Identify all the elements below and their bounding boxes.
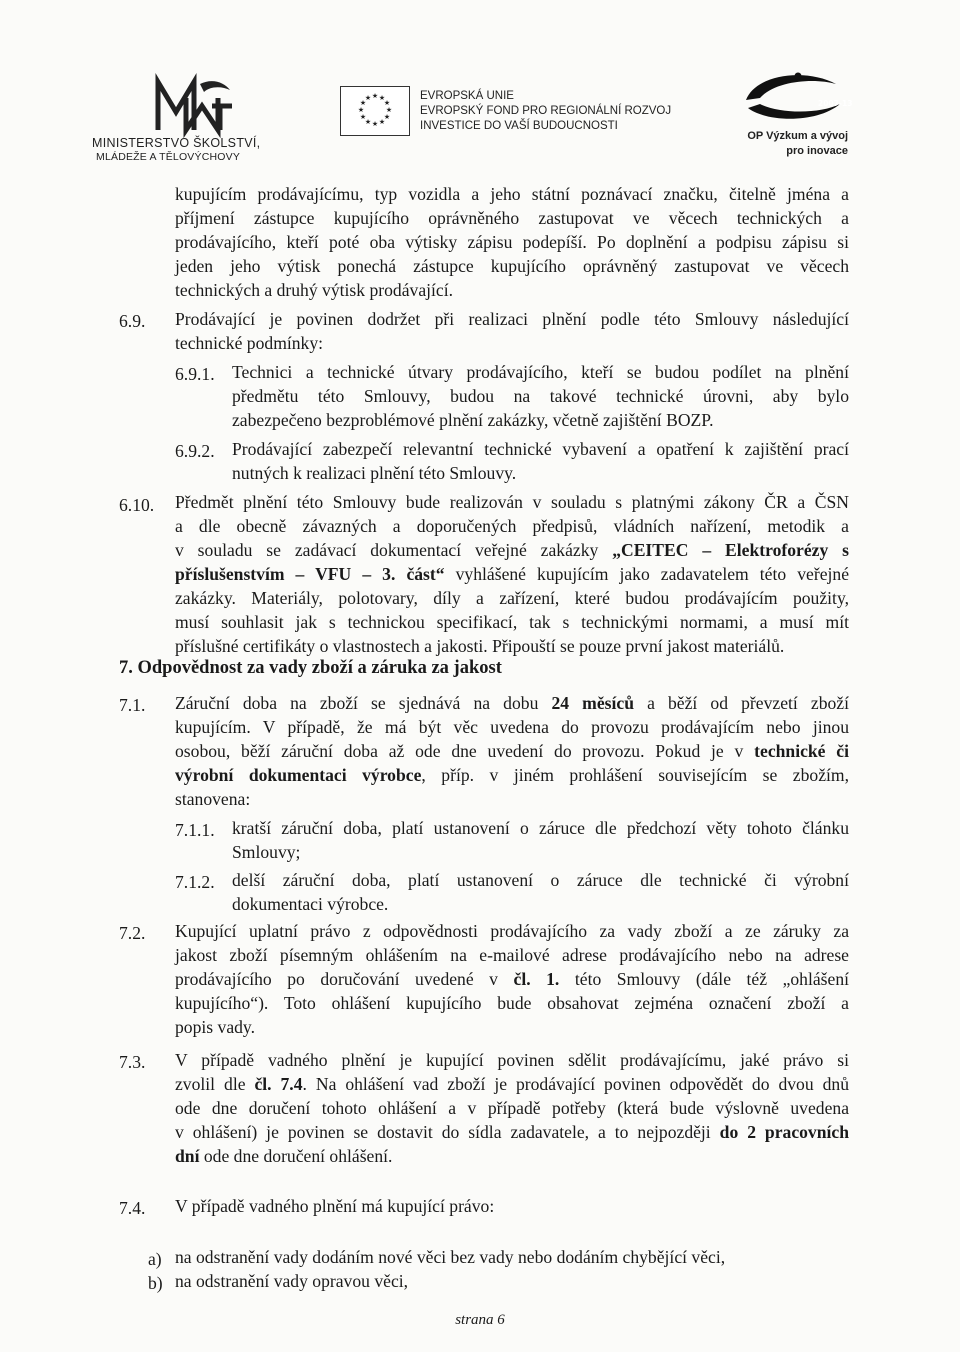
text-line xyxy=(175,740,849,762)
text-line: Kupující uplatní právo z odpovědnosti prodávajícího za vady zboží a ze záruky za xyxy=(175,921,849,941)
text-line: delší záruční doba, platí ustanovení o záruce dle technické či výrobní xyxy=(232,870,849,890)
op-badge-text: 2007-13 xyxy=(818,99,853,108)
clause-number: 7.1. xyxy=(119,695,146,715)
text-line: jakost zboží písemným ohlášením na e-mailové adrese prodávajícího nebo na adrese xyxy=(175,945,849,965)
clause-number: 7.4. xyxy=(119,1198,146,1218)
svg-text:★: ★ xyxy=(378,118,386,126)
clause-number: 6.10. xyxy=(119,495,155,515)
svg-text:★: ★ xyxy=(359,113,367,121)
text-line: dokumentaci výrobce. xyxy=(232,894,389,914)
text-line: příslušné certifikáty o vlastnostech a jakosti. Připouští se pouze první jakost materiálů. xyxy=(175,636,785,656)
text-span: v souladu se zadávací dokumentací veřejné zakázky xyxy=(175,540,613,560)
text-line xyxy=(175,764,849,786)
text-line xyxy=(175,1121,849,1143)
text-line: předmětu této Smlouvy, budou na takové technické úrovni, aby bylo xyxy=(232,386,849,406)
op-line1: OP Výzkum a vývoj xyxy=(747,130,848,142)
text-line: popis vady. xyxy=(175,1017,255,1037)
text-span-bold: „CEITEC – Elektroforézy s xyxy=(612,540,849,560)
svg-text:★: ★ xyxy=(378,94,386,102)
text-span-bold: příslušenstvím – VFU – 3. část“ xyxy=(175,564,445,584)
text-line: a dle obecně závazných a doporučených předpisů, vládních nařízení, metodik a xyxy=(175,516,849,536)
text-line xyxy=(175,563,849,585)
text-span-bold: do 2 pracovních xyxy=(719,1122,849,1142)
text-line: Technici a technické útvary prodávajícího, kteří se budou podílet na plnění xyxy=(232,362,849,382)
text-line: kupujícího“). Toto ohlášení kupujícího bude obsahovat zejména označení zboží a xyxy=(175,993,849,1013)
eu-line: INVESTICE DO VAŠÍ BUDOUCNOSTI xyxy=(420,120,618,132)
clause-number: 7.1.2. xyxy=(175,872,215,892)
svg-text:★: ★ xyxy=(357,106,365,114)
page-number: strana 6 xyxy=(455,1312,505,1328)
svg-text:★: ★ xyxy=(364,94,372,102)
text-line: na odstranění vady dodáním nové věci bez vady nebo dodáním chybějící věci, xyxy=(175,1247,726,1267)
text-line xyxy=(175,692,849,714)
text-line xyxy=(175,1073,849,1095)
text-line: nutných k realizaci plnění této Smlouvy. xyxy=(232,463,517,483)
msmt-name-line1: MINISTERSTVO ŠKOLSTVÍ, xyxy=(92,136,261,150)
text-line xyxy=(175,1145,392,1167)
svg-text:★: ★ xyxy=(371,92,379,100)
text-span: ode dne doručení ohlášení. xyxy=(199,1146,393,1166)
text-span-bold: technické či xyxy=(754,741,849,761)
text-span: , příp. v jiném prohlášení souvisejícím se zbožím, xyxy=(421,765,849,785)
clause-number: 6.9.1. xyxy=(175,364,215,384)
text-span: a běží od převzetí zboží xyxy=(633,693,849,713)
text-line: na odstranění vady opravou věci, xyxy=(175,1271,409,1291)
text-line: musí souhlasit jak s technickou specifikací, tak s technickými normami, a musí mít xyxy=(175,612,849,632)
clause-number: 7.3. xyxy=(119,1052,146,1072)
list-marker: b) xyxy=(148,1273,163,1293)
text-span-bold: výrobní dokumentaci výrobce xyxy=(175,765,422,785)
text-line: technických a druhý výtisk prodávající. xyxy=(175,280,453,300)
svg-text:★: ★ xyxy=(385,106,393,114)
text-span-bold: 24 měsíců xyxy=(551,693,634,713)
list-marker: a) xyxy=(148,1249,162,1269)
text-line: zabezpečeno bezproblémové plnění zakázky, včetně zajištění BOZP. xyxy=(232,410,714,430)
eu-line: EVROPSKÁ UNIE xyxy=(420,90,514,102)
text-span-bold: dní xyxy=(175,1146,200,1166)
text-line: kupujícím prodávajícímu, typ vozidla a jeho státní poznávací značku, čitelně jména a xyxy=(175,184,849,204)
text-span: osobou, běží záruční doba až ode dne uvedení do provozu. Pokud je v xyxy=(175,741,755,761)
clause-number: 7.2. xyxy=(119,923,146,943)
text-line: ode dne doručení tohoto ohlášení a v případě potřeby (která bude výslovně uvedena xyxy=(175,1098,849,1118)
text-span: prodávajícího po doručování uvedené v xyxy=(175,969,514,989)
text-line xyxy=(175,968,849,990)
text-span: vyhlášené kupujícím jako zadavatelem této veřejné xyxy=(444,564,850,584)
clause-number: 6.9. xyxy=(119,311,146,331)
text-line: V případě vadného plnění je kupující povinen sdělit prodávajícímu, jaké právo si xyxy=(175,1050,849,1070)
text-span-bold: čl. 7.4 xyxy=(254,1074,303,1094)
text-line: Prodávající je povinen dodržet při realizaci plnění podle této Smlouvy následující xyxy=(175,309,849,329)
text-line: technické podmínky: xyxy=(175,333,324,353)
text-span: zvolil dle xyxy=(175,1074,255,1094)
svg-text:★: ★ xyxy=(359,99,367,107)
text-span: Záruční doba na zboží se sjednává na dobu xyxy=(175,693,552,713)
svg-text:★: ★ xyxy=(383,99,391,107)
clause-number: 6.9.2. xyxy=(175,441,215,461)
text-line: jeden jeho výtisk ponechá zástupce kupujícího oprávněný zastupovat ve věcech xyxy=(175,256,849,276)
text-span: v ohlášení) je povinen se dostavit do sídla zadavatele, a to nejpozději xyxy=(175,1122,720,1142)
text-line: kratší záruční doba, platí ustanovení o záruce dle předchozí věty tohoto článku xyxy=(232,818,849,838)
text-line: Předmět plnění této Smlouvy bude realizován v souladu s platnými zákony ČR a ČSN xyxy=(175,492,849,512)
text-line: stanovena: xyxy=(175,789,251,809)
text-line: V případě vadného plnění má kupující právo: xyxy=(175,1196,495,1216)
clause-number: 7.1.1. xyxy=(175,820,215,840)
eu-line: EVROPSKÝ FOND PRO REGIONÁLNÍ ROZVOJ xyxy=(420,105,672,117)
text-span: této Smlouvy (dále též „ohlášení xyxy=(559,969,850,989)
svg-text:★: ★ xyxy=(383,113,391,121)
text-span: . Na ohlášení vad zboží je prodávající povinen odpovědět do dvou dnů xyxy=(302,1074,849,1094)
text-line: zakázky. Materiály, polotovary, díly a zařízení, které budou prodávajícím použity, xyxy=(175,588,849,608)
svg-text:★: ★ xyxy=(364,118,372,126)
svg-text:★: ★ xyxy=(371,120,379,128)
text-line: Prodávající zabezpečí relevantní technické vybavení a opatření k zajištění prací xyxy=(232,439,849,459)
text-line: kupujícím. V případě, že má být věc uvedena do provozu prodávajícím nebo jinou xyxy=(175,717,849,737)
text-line: prodávajícího, kteří poté oba výtisky zápisu podepíší. Po doplnění a podpisu zápisu si xyxy=(175,232,849,252)
text-line: příjmení zástupce kupujícího oprávněného zastupovat ve věcech technických a xyxy=(175,208,849,228)
msmt-name-line2: MLÁDEŽE A TĚLOVÝCHOVY xyxy=(96,151,241,163)
section-heading: 7. Odpovědnost za vady zboží a záruka za jakost xyxy=(119,658,502,678)
op-line2: pro inovace xyxy=(786,145,848,157)
text-span-bold: čl. 1. xyxy=(513,969,560,989)
text-line: Smlouvy; xyxy=(232,842,301,862)
text-line xyxy=(175,539,849,561)
